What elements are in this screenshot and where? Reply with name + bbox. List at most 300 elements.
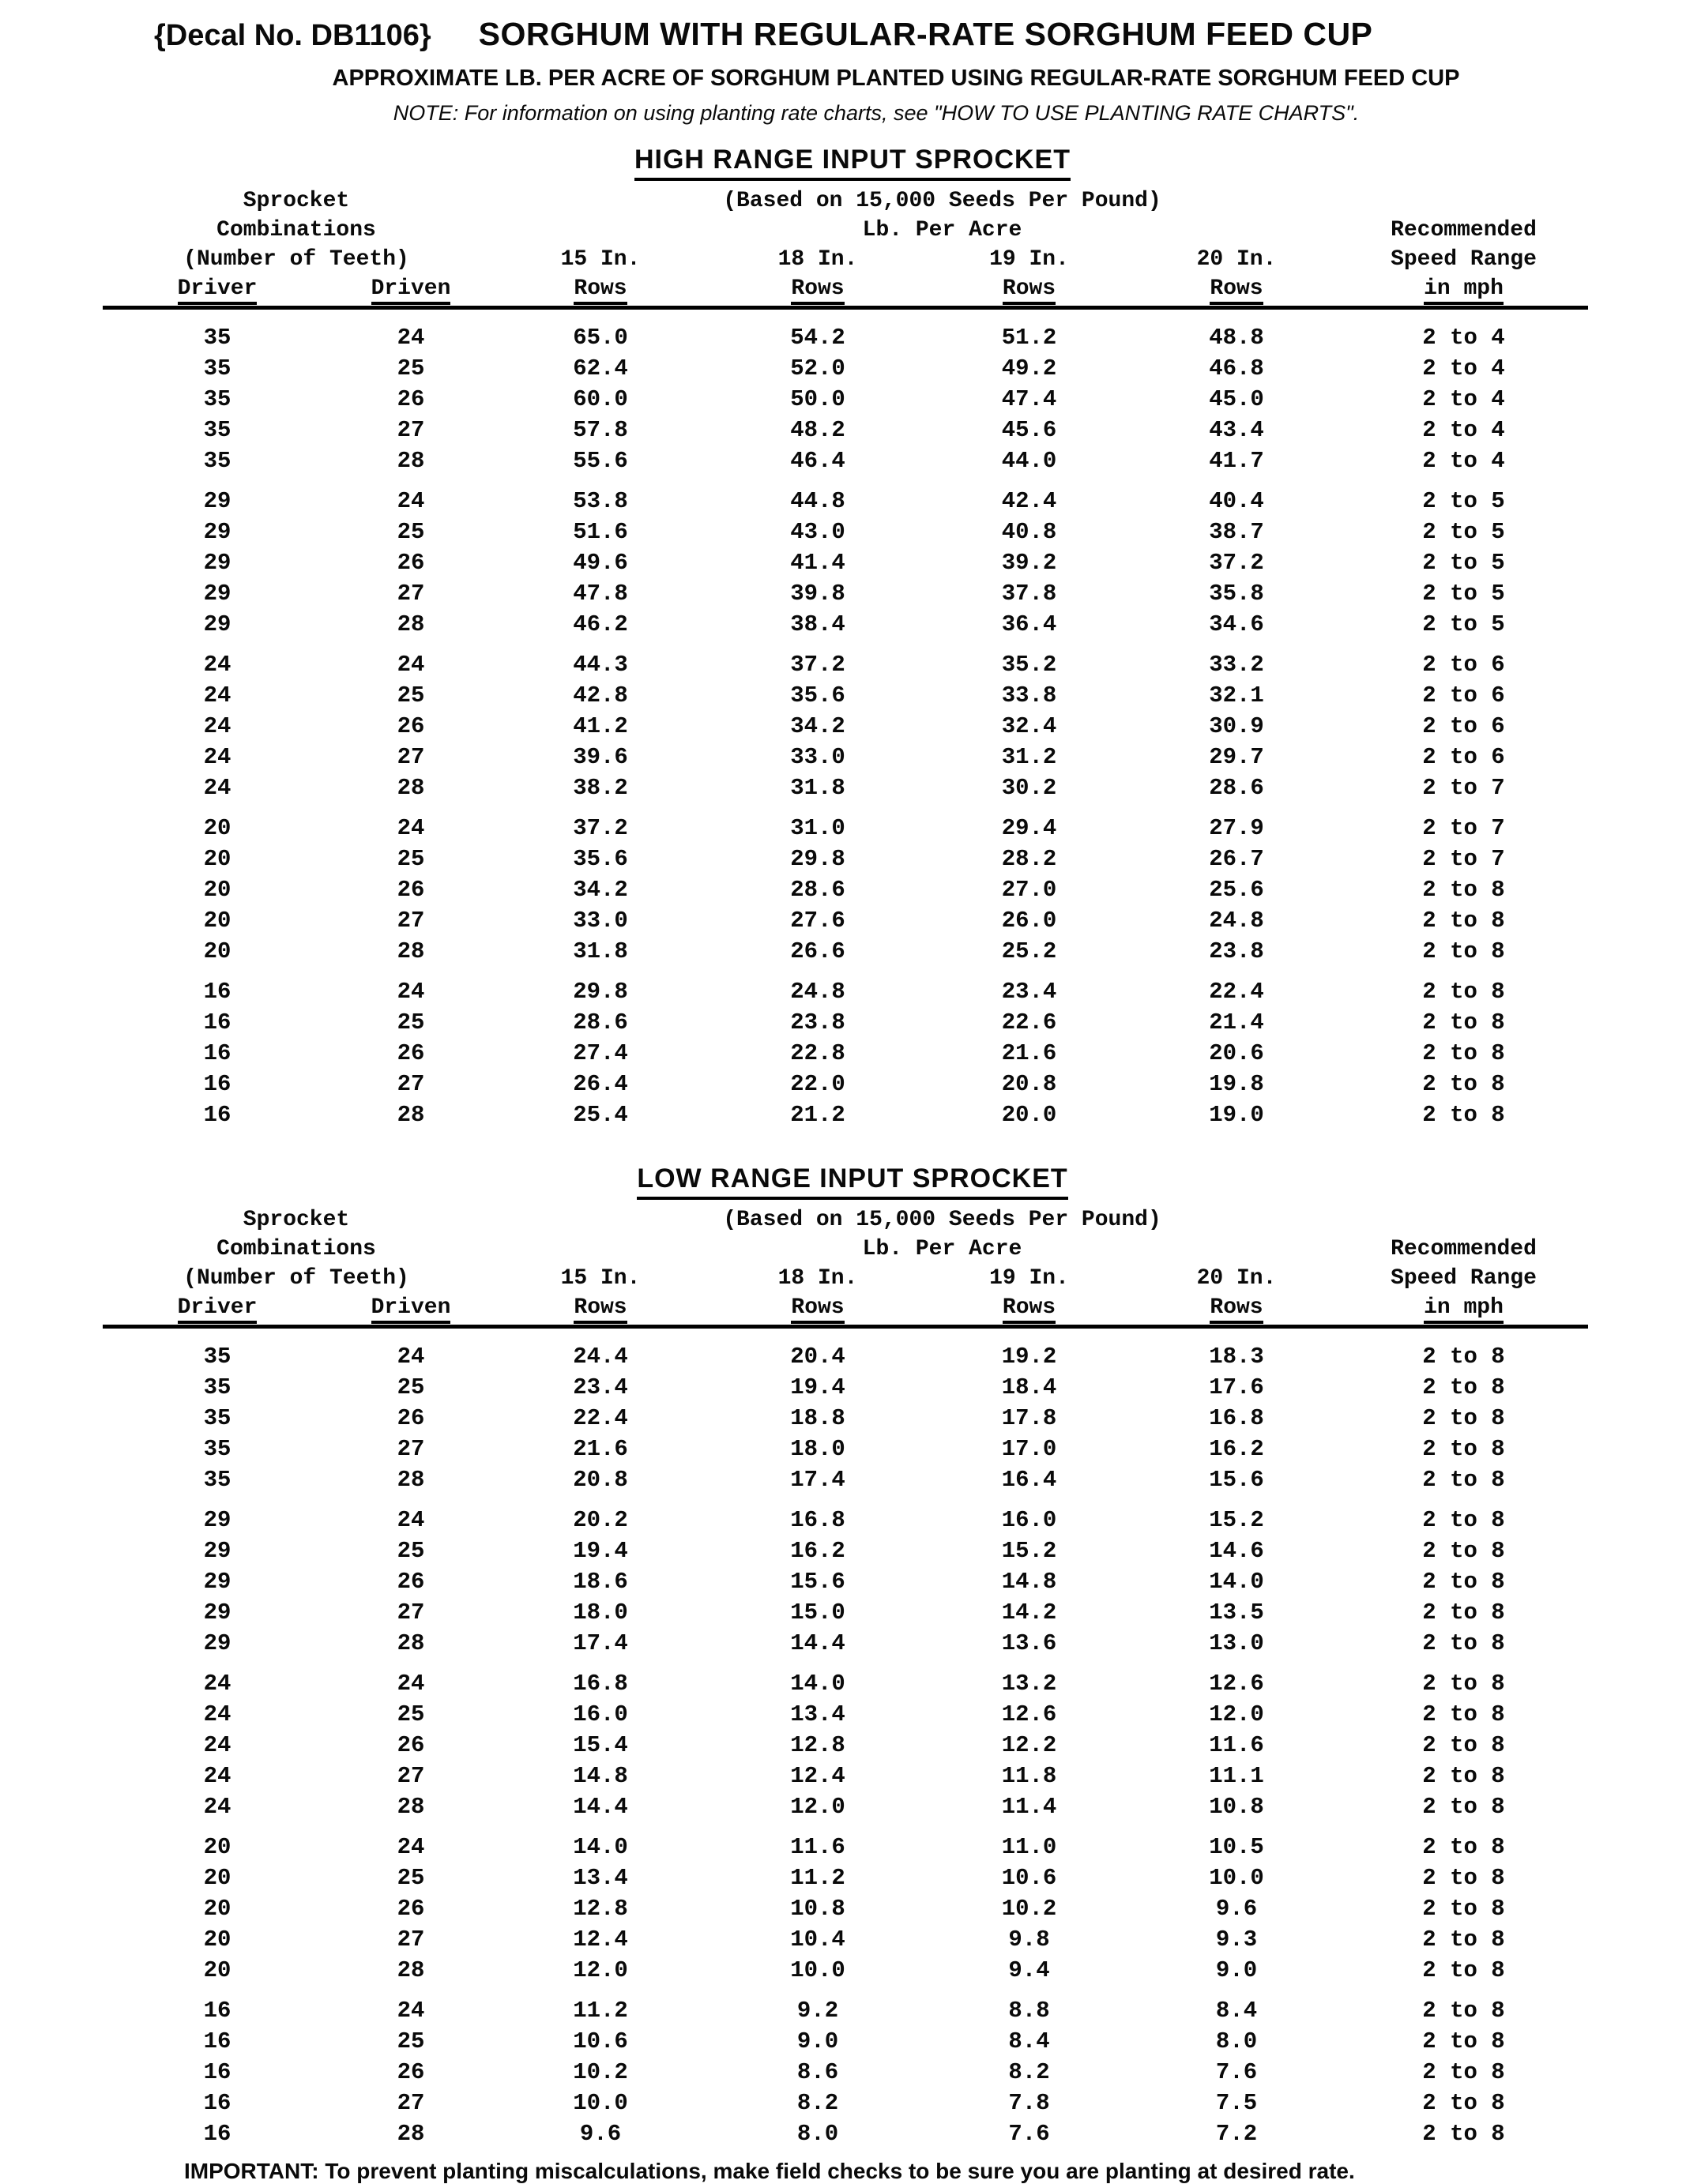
speed-range-cell: 2 to 5	[1422, 611, 1505, 637]
driver-cell: 20	[203, 1957, 231, 1983]
driver-cell: 20	[203, 1834, 231, 1860]
rate-19in-cell: 9.8	[1008, 1927, 1050, 1953]
speed-range-cell: 2 to 4	[1422, 355, 1505, 382]
header-rows-19	[924, 1293, 1134, 1322]
driver-cell: 24	[203, 1671, 231, 1697]
table-row	[103, 772, 1588, 803]
header-driver	[103, 274, 332, 303]
page-subtitle: APPROXIMATE LB. PER ACRE OF SORGHUM PLANTED USING REGULAR-RATE SORGHUM FEED CUP	[332, 66, 1460, 91]
driven-cell: 25	[397, 1009, 425, 1036]
table-row	[103, 322, 1588, 353]
rate-19in-cell: 30.2	[1001, 775, 1057, 801]
header-based-on: (Based on 15,000 Seeds Per Pound)	[723, 1208, 1161, 1232]
sprocket-group	[103, 1505, 1588, 1659]
driven-cell: 25	[397, 519, 425, 545]
rate-18in-cell: 15.0	[790, 1599, 845, 1626]
rate-20in-cell: 14.6	[1209, 1538, 1264, 1564]
rate-15in-cell: 18.6	[573, 1569, 628, 1595]
rate-15in-cell: 62.4	[573, 355, 628, 382]
table-row	[103, 1955, 1588, 1986]
rate-19in-cell: 15.2	[1001, 1538, 1057, 1564]
driven-cell: 26	[397, 550, 425, 576]
driver-cell: 24	[203, 744, 231, 770]
table-row	[103, 1007, 1588, 1038]
driver-cell: 35	[203, 386, 231, 412]
rate-20in-cell: 34.6	[1209, 611, 1264, 637]
driver-cell: 35	[203, 325, 231, 351]
table-row	[103, 1730, 1588, 1761]
rate-18in-cell: 22.0	[790, 1071, 845, 1097]
rate-15in-cell: 46.2	[573, 611, 628, 637]
rate-20in-cell: 38.7	[1209, 519, 1264, 545]
speed-range-cell: 2 to 8	[1422, 1732, 1505, 1758]
speed-range-cell: 2 to 8	[1422, 938, 1505, 964]
header-number-of-teeth: (Number of Teeth)	[183, 247, 409, 272]
rate-20in-cell: 27.9	[1209, 815, 1264, 841]
rate-18in-cell: 50.0	[790, 386, 845, 412]
rate-18in-cell: 10.8	[790, 1896, 845, 1922]
rate-18in-cell: 28.6	[790, 877, 845, 903]
rate-20in-cell: 8.0	[1215, 2028, 1258, 2054]
table-row	[103, 1761, 1588, 1791]
speed-range-cell: 2 to 5	[1422, 519, 1505, 545]
rate-15in-cell: 35.6	[573, 846, 628, 872]
rate-15in-cell: 24.4	[573, 1344, 628, 1370]
rate-19in-cell: 14.8	[1001, 1569, 1057, 1595]
rate-18in-cell: 46.4	[790, 448, 845, 474]
rate-18in-cell: 38.4	[790, 611, 845, 637]
speed-range-cell: 2 to 8	[1422, 1569, 1505, 1595]
rate-19in-cell: 7.6	[1008, 2121, 1050, 2147]
rate-20in-cell: 14.0	[1209, 1569, 1264, 1595]
driver-cell: 29	[203, 1507, 231, 1533]
speed-range-cell: 2 to 8	[1422, 1794, 1505, 1820]
rate-20in-cell: 32.1	[1209, 682, 1264, 709]
speed-range-cell: 2 to 7	[1422, 846, 1505, 872]
rate-20in-cell: 16.8	[1209, 1405, 1264, 1431]
driven-cell: 27	[397, 1436, 425, 1462]
header-rows-15	[490, 1293, 711, 1322]
rate-19in-cell: 25.2	[1001, 938, 1057, 964]
header-rule	[103, 1325, 1588, 1329]
speed-range-cell: 2 to 6	[1422, 682, 1505, 709]
rate-19in-cell: 20.8	[1001, 1071, 1057, 1097]
driven-cell: 25	[397, 1374, 425, 1400]
table-row	[103, 1699, 1588, 1730]
rate-19in-cell: 42.4	[1001, 488, 1057, 514]
table-row	[103, 1893, 1588, 1924]
driven-cell: 24	[397, 979, 425, 1005]
low-range-table	[103, 1205, 1588, 2149]
header-19in: 19 In.	[989, 1266, 1069, 1291]
rate-20in-cell: 48.8	[1209, 325, 1264, 351]
driven-cell: 24	[397, 815, 425, 841]
driver-cell: 35	[203, 417, 231, 443]
speed-range-cell: 2 to 7	[1422, 815, 1505, 841]
rate-20in-cell: 33.2	[1209, 652, 1264, 678]
in-mph-label: in mph	[1424, 1295, 1504, 1324]
driven-cell: 24	[397, 1998, 425, 2024]
rate-19in-cell: 16.0	[1001, 1507, 1057, 1533]
high-range-title-text: HIGH RANGE INPUT SPROCKET	[634, 145, 1071, 181]
speed-range-cell: 2 to 8	[1422, 2028, 1505, 2054]
rate-19in-cell: 37.8	[1001, 581, 1057, 607]
low-range-table-body	[103, 1341, 1588, 2149]
table-row	[103, 874, 1588, 905]
rate-19in-cell: 8.8	[1008, 1998, 1050, 2024]
table-row	[103, 1505, 1588, 1536]
rate-18in-cell: 14.0	[790, 1671, 845, 1697]
rate-19in-cell: 12.2	[1001, 1732, 1057, 1758]
rate-15in-cell: 37.2	[573, 815, 628, 841]
header-18in: 18 In.	[777, 1266, 858, 1291]
driven-cell: 26	[397, 1569, 425, 1595]
table-row	[103, 384, 1588, 415]
rate-15in-cell: 10.0	[573, 2090, 628, 2116]
low-range-title-text: LOW RANGE INPUT SPROCKET	[637, 1163, 1067, 1200]
rate-20in-cell: 18.3	[1209, 1344, 1264, 1370]
rate-18in-cell: 19.4	[790, 1374, 845, 1400]
driven-cell: 28	[397, 1794, 425, 1820]
rate-20in-cell: 26.7	[1209, 846, 1264, 872]
header-15in: 15 In.	[560, 1266, 641, 1291]
rate-15in-cell: 53.8	[573, 488, 628, 514]
speed-range-cell: 2 to 8	[1422, 1507, 1505, 1533]
table-row	[103, 2057, 1588, 2088]
rate-18in-cell: 24.8	[790, 979, 845, 1005]
rate-20in-cell: 23.8	[1209, 938, 1264, 964]
rate-15in-cell: 17.4	[573, 1630, 628, 1656]
rate-20in-cell: 45.0	[1209, 386, 1264, 412]
table-row	[103, 711, 1588, 742]
rate-20in-cell: 24.8	[1209, 908, 1264, 934]
driver-cell: 35	[203, 448, 231, 474]
rate-15in-cell: 47.8	[573, 581, 628, 607]
rate-20in-cell: 7.2	[1215, 2121, 1258, 2147]
driven-cell: 25	[397, 2028, 425, 2054]
table-row	[103, 1536, 1588, 1566]
rate-15in-cell: 18.0	[573, 1599, 628, 1626]
decal-number: {Decal No. DB1106}	[154, 19, 431, 52]
rate-19in-cell: 7.8	[1008, 2090, 1050, 2116]
driven-cell: 28	[397, 611, 425, 637]
rate-19in-cell: 28.2	[1001, 846, 1057, 872]
rate-19in-cell: 40.8	[1001, 519, 1057, 545]
driver-cell: 29	[203, 1538, 231, 1564]
rate-15in-cell: 39.6	[573, 744, 628, 770]
rows-label: Rows	[1003, 1295, 1056, 1324]
table-row	[103, 415, 1588, 445]
rate-19in-cell: 12.6	[1001, 1701, 1057, 1727]
rate-19in-cell: 13.6	[1001, 1630, 1057, 1656]
rows-label: Rows	[791, 276, 844, 305]
table-row	[103, 1464, 1588, 1495]
driver-cell: 29	[203, 488, 231, 514]
speed-range-cell: 2 to 8	[1422, 1957, 1505, 1983]
rate-18in-cell: 11.2	[790, 1865, 845, 1891]
rate-18in-cell: 18.8	[790, 1405, 845, 1431]
table-row	[103, 1038, 1588, 1069]
table-row	[103, 578, 1588, 609]
rate-18in-cell: 9.0	[796, 2028, 839, 2054]
header-driven	[332, 1293, 490, 1322]
page-header	[154, 16, 1705, 53]
driver-cell: 16	[203, 1998, 231, 2024]
header-driven	[332, 274, 490, 303]
driven-cell: 25	[397, 355, 425, 382]
rate-19in-cell: 10.6	[1001, 1865, 1057, 1891]
rate-19in-cell: 14.2	[1001, 1599, 1057, 1626]
speed-range-cell: 2 to 8	[1422, 1102, 1505, 1128]
rate-19in-cell: 17.8	[1001, 1405, 1057, 1431]
rate-20in-cell: 17.6	[1209, 1374, 1264, 1400]
rate-19in-cell: 27.0	[1001, 877, 1057, 903]
speed-range-cell: 2 to 7	[1422, 775, 1505, 801]
table-row	[103, 742, 1588, 772]
driven-cell: 24	[397, 1834, 425, 1860]
driver-cell: 20	[203, 938, 231, 964]
rate-18in-cell: 34.2	[790, 713, 845, 739]
header-18in: 18 In.	[777, 247, 858, 272]
header-20in: 20 In.	[1196, 1266, 1277, 1291]
speed-range-cell: 2 to 5	[1422, 581, 1505, 607]
table-row	[103, 1434, 1588, 1464]
rows-label: Rows	[1003, 276, 1056, 305]
driver-cell: 35	[203, 1344, 231, 1370]
rate-18in-cell: 33.0	[790, 744, 845, 770]
driver-cell: 29	[203, 581, 231, 607]
table-row	[103, 486, 1588, 517]
rate-18in-cell: 8.6	[796, 2059, 839, 2085]
rate-15in-cell: 20.2	[573, 1507, 628, 1533]
driven-cell: 26	[397, 877, 425, 903]
driven-cell: 27	[397, 744, 425, 770]
driven-cell: 26	[397, 1732, 425, 1758]
rate-15in-cell: 14.0	[573, 1834, 628, 1860]
rate-18in-cell: 16.8	[790, 1507, 845, 1533]
driver-cell: 29	[203, 1569, 231, 1595]
rows-label: Rows	[1210, 276, 1263, 305]
rate-19in-cell: 19.2	[1001, 1344, 1057, 1370]
table-row	[103, 905, 1588, 936]
driver-cell: 35	[203, 1467, 231, 1493]
rate-18in-cell: 12.0	[790, 1794, 845, 1820]
rate-20in-cell: 11.6	[1209, 1732, 1264, 1758]
driven-label: Driven	[371, 1295, 451, 1324]
rate-18in-cell: 44.8	[790, 488, 845, 514]
driver-cell: 29	[203, 1599, 231, 1626]
header-number-of-teeth: (Number of Teeth)	[183, 1266, 409, 1291]
speed-range-cell: 2 to 4	[1422, 325, 1505, 351]
rate-18in-cell: 26.6	[790, 938, 845, 964]
header-speed-range: Speed Range	[1391, 1266, 1537, 1291]
sprocket-group	[103, 322, 1588, 476]
rate-19in-cell: 8.2	[1008, 2059, 1050, 2085]
rate-15in-cell: 26.4	[573, 1071, 628, 1097]
driven-cell: 26	[397, 1405, 425, 1431]
driver-cell: 24	[203, 1732, 231, 1758]
driven-cell: 26	[397, 386, 425, 412]
table-row	[103, 1341, 1588, 1372]
rate-20in-cell: 15.6	[1209, 1467, 1264, 1493]
table-row	[103, 844, 1588, 874]
rate-19in-cell: 8.4	[1008, 2028, 1050, 2054]
table-row	[103, 2118, 1588, 2149]
driver-cell: 20	[203, 908, 231, 934]
speed-range-cell: 2 to 8	[1422, 1834, 1505, 1860]
driver-cell: 35	[203, 1405, 231, 1431]
speed-range-cell: 2 to 5	[1422, 488, 1505, 514]
rate-15in-cell: 34.2	[573, 877, 628, 903]
table-row	[103, 609, 1588, 640]
rate-20in-cell: 15.2	[1209, 1507, 1264, 1533]
rate-20in-cell: 13.5	[1209, 1599, 1264, 1626]
rate-18in-cell: 13.4	[790, 1701, 845, 1727]
speed-range-cell: 2 to 8	[1422, 1071, 1505, 1097]
driver-cell: 16	[203, 1009, 231, 1036]
rate-15in-cell: 25.4	[573, 1102, 628, 1128]
driver-cell: 24	[203, 652, 231, 678]
rate-19in-cell: 32.4	[1001, 713, 1057, 739]
rate-19in-cell: 36.4	[1001, 611, 1057, 637]
table-row	[103, 1995, 1588, 2026]
rate-19in-cell: 49.2	[1001, 355, 1057, 382]
rate-20in-cell: 43.4	[1209, 417, 1264, 443]
low-range-table-header	[103, 1205, 1588, 1322]
driver-cell: 20	[203, 1865, 231, 1891]
rate-20in-cell: 11.1	[1209, 1763, 1264, 1789]
rate-19in-cell: 39.2	[1001, 550, 1057, 576]
header-rule	[103, 306, 1588, 310]
table-row	[103, 1403, 1588, 1434]
driver-cell: 16	[203, 2090, 231, 2116]
high-range-table-header	[103, 186, 1588, 303]
rate-18in-cell: 10.4	[790, 1927, 845, 1953]
driver-cell: 24	[203, 713, 231, 739]
rate-20in-cell: 46.8	[1209, 355, 1264, 382]
table-row	[103, 649, 1588, 680]
driven-cell: 24	[397, 325, 425, 351]
speed-range-cell: 2 to 5	[1422, 550, 1505, 576]
speed-range-cell: 2 to 8	[1422, 1538, 1505, 1564]
table-row	[103, 1863, 1588, 1893]
rate-15in-cell: 44.3	[573, 652, 628, 678]
rate-15in-cell: 29.8	[573, 979, 628, 1005]
rate-18in-cell: 8.2	[796, 2090, 839, 2116]
speed-range-cell: 2 to 8	[1422, 1374, 1505, 1400]
rate-18in-cell: 17.4	[790, 1467, 845, 1493]
driven-cell: 26	[397, 713, 425, 739]
sprocket-group	[103, 486, 1588, 640]
page-note: NOTE: For information on using planting rate charts, see "HOW TO USE PLANTING RATE CHARTS".	[393, 101, 1360, 125]
driver-cell: 20	[203, 877, 231, 903]
header-driver	[103, 1293, 332, 1322]
rate-15in-cell: 49.6	[573, 550, 628, 576]
rate-18in-cell: 41.4	[790, 550, 845, 576]
rate-15in-cell: 20.8	[573, 1467, 628, 1493]
rate-20in-cell: 12.0	[1209, 1701, 1264, 1727]
speed-range-cell: 2 to 8	[1422, 908, 1505, 934]
rate-18in-cell: 16.2	[790, 1538, 845, 1564]
rate-20in-cell: 21.4	[1209, 1009, 1264, 1036]
rate-15in-cell: 12.0	[573, 1957, 628, 1983]
rate-15in-cell: 16.0	[573, 1701, 628, 1727]
speed-range-cell: 2 to 8	[1422, 1599, 1505, 1626]
rate-18in-cell: 31.0	[790, 815, 845, 841]
rate-19in-cell: 45.6	[1001, 417, 1057, 443]
rate-20in-cell: 7.5	[1215, 2090, 1258, 2116]
rate-20in-cell: 9.6	[1215, 1896, 1258, 1922]
driven-cell: 26	[397, 2059, 425, 2085]
header-rows-18	[711, 1293, 924, 1322]
rate-15in-cell: 33.0	[573, 908, 628, 934]
rate-20in-cell: 16.2	[1209, 1436, 1264, 1462]
rate-19in-cell: 9.4	[1008, 1957, 1050, 1983]
driver-cell: 20	[203, 815, 231, 841]
driver-cell: 20	[203, 1896, 231, 1922]
header-rows-20	[1134, 1293, 1339, 1322]
table-row	[103, 680, 1588, 711]
low-range-section-title	[0, 1163, 1705, 1194]
rate-20in-cell: 25.6	[1209, 877, 1264, 903]
rate-15in-cell: 38.2	[573, 775, 628, 801]
driven-cell: 27	[397, 1071, 425, 1097]
header-combinations: Combinations	[216, 218, 376, 242]
driven-cell: 27	[397, 581, 425, 607]
driven-cell: 27	[397, 908, 425, 934]
rate-19in-cell: 16.4	[1001, 1467, 1057, 1493]
speed-range-cell: 2 to 8	[1422, 1009, 1505, 1036]
table-row	[103, 1100, 1588, 1130]
rate-20in-cell: 30.9	[1209, 713, 1264, 739]
high-range-table-body	[103, 322, 1588, 1130]
header-combinations: Combinations	[216, 1237, 376, 1261]
rate-15in-cell: 65.0	[573, 325, 628, 351]
rate-18in-cell: 23.8	[790, 1009, 845, 1036]
driven-cell: 27	[397, 1599, 425, 1626]
speed-range-cell: 2 to 6	[1422, 744, 1505, 770]
driven-cell: 28	[397, 1467, 425, 1493]
driver-cell: 16	[203, 2121, 231, 2147]
high-range-table	[103, 186, 1588, 1130]
sprocket-group	[103, 1995, 1588, 2149]
rate-18in-cell: 11.6	[790, 1834, 845, 1860]
rate-19in-cell: 26.0	[1001, 908, 1057, 934]
rate-15in-cell: 14.8	[573, 1763, 628, 1789]
header-15in: 15 In.	[560, 247, 641, 272]
rate-19in-cell: 47.4	[1001, 386, 1057, 412]
table-row	[103, 2088, 1588, 2118]
table-row	[103, 517, 1588, 547]
speed-range-cell: 2 to 4	[1422, 386, 1505, 412]
rate-20in-cell: 41.7	[1209, 448, 1264, 474]
rate-19in-cell: 17.0	[1001, 1436, 1057, 1462]
sprocket-group	[103, 813, 1588, 967]
rate-18in-cell: 43.0	[790, 519, 845, 545]
driven-cell: 25	[397, 682, 425, 709]
driver-cell: 24	[203, 775, 231, 801]
driver-cell: 16	[203, 1040, 231, 1066]
driver-label: Driver	[178, 1295, 258, 1324]
rate-20in-cell: 9.0	[1215, 1957, 1258, 1983]
rate-18in-cell: 18.0	[790, 1436, 845, 1462]
table-row	[103, 1597, 1588, 1628]
in-mph-label: in mph	[1424, 276, 1504, 305]
driver-cell: 20	[203, 846, 231, 872]
driven-cell: 24	[397, 1671, 425, 1697]
driven-cell: 25	[397, 1538, 425, 1564]
header-lb-per-acre: Lb. Per Acre	[862, 218, 1022, 242]
